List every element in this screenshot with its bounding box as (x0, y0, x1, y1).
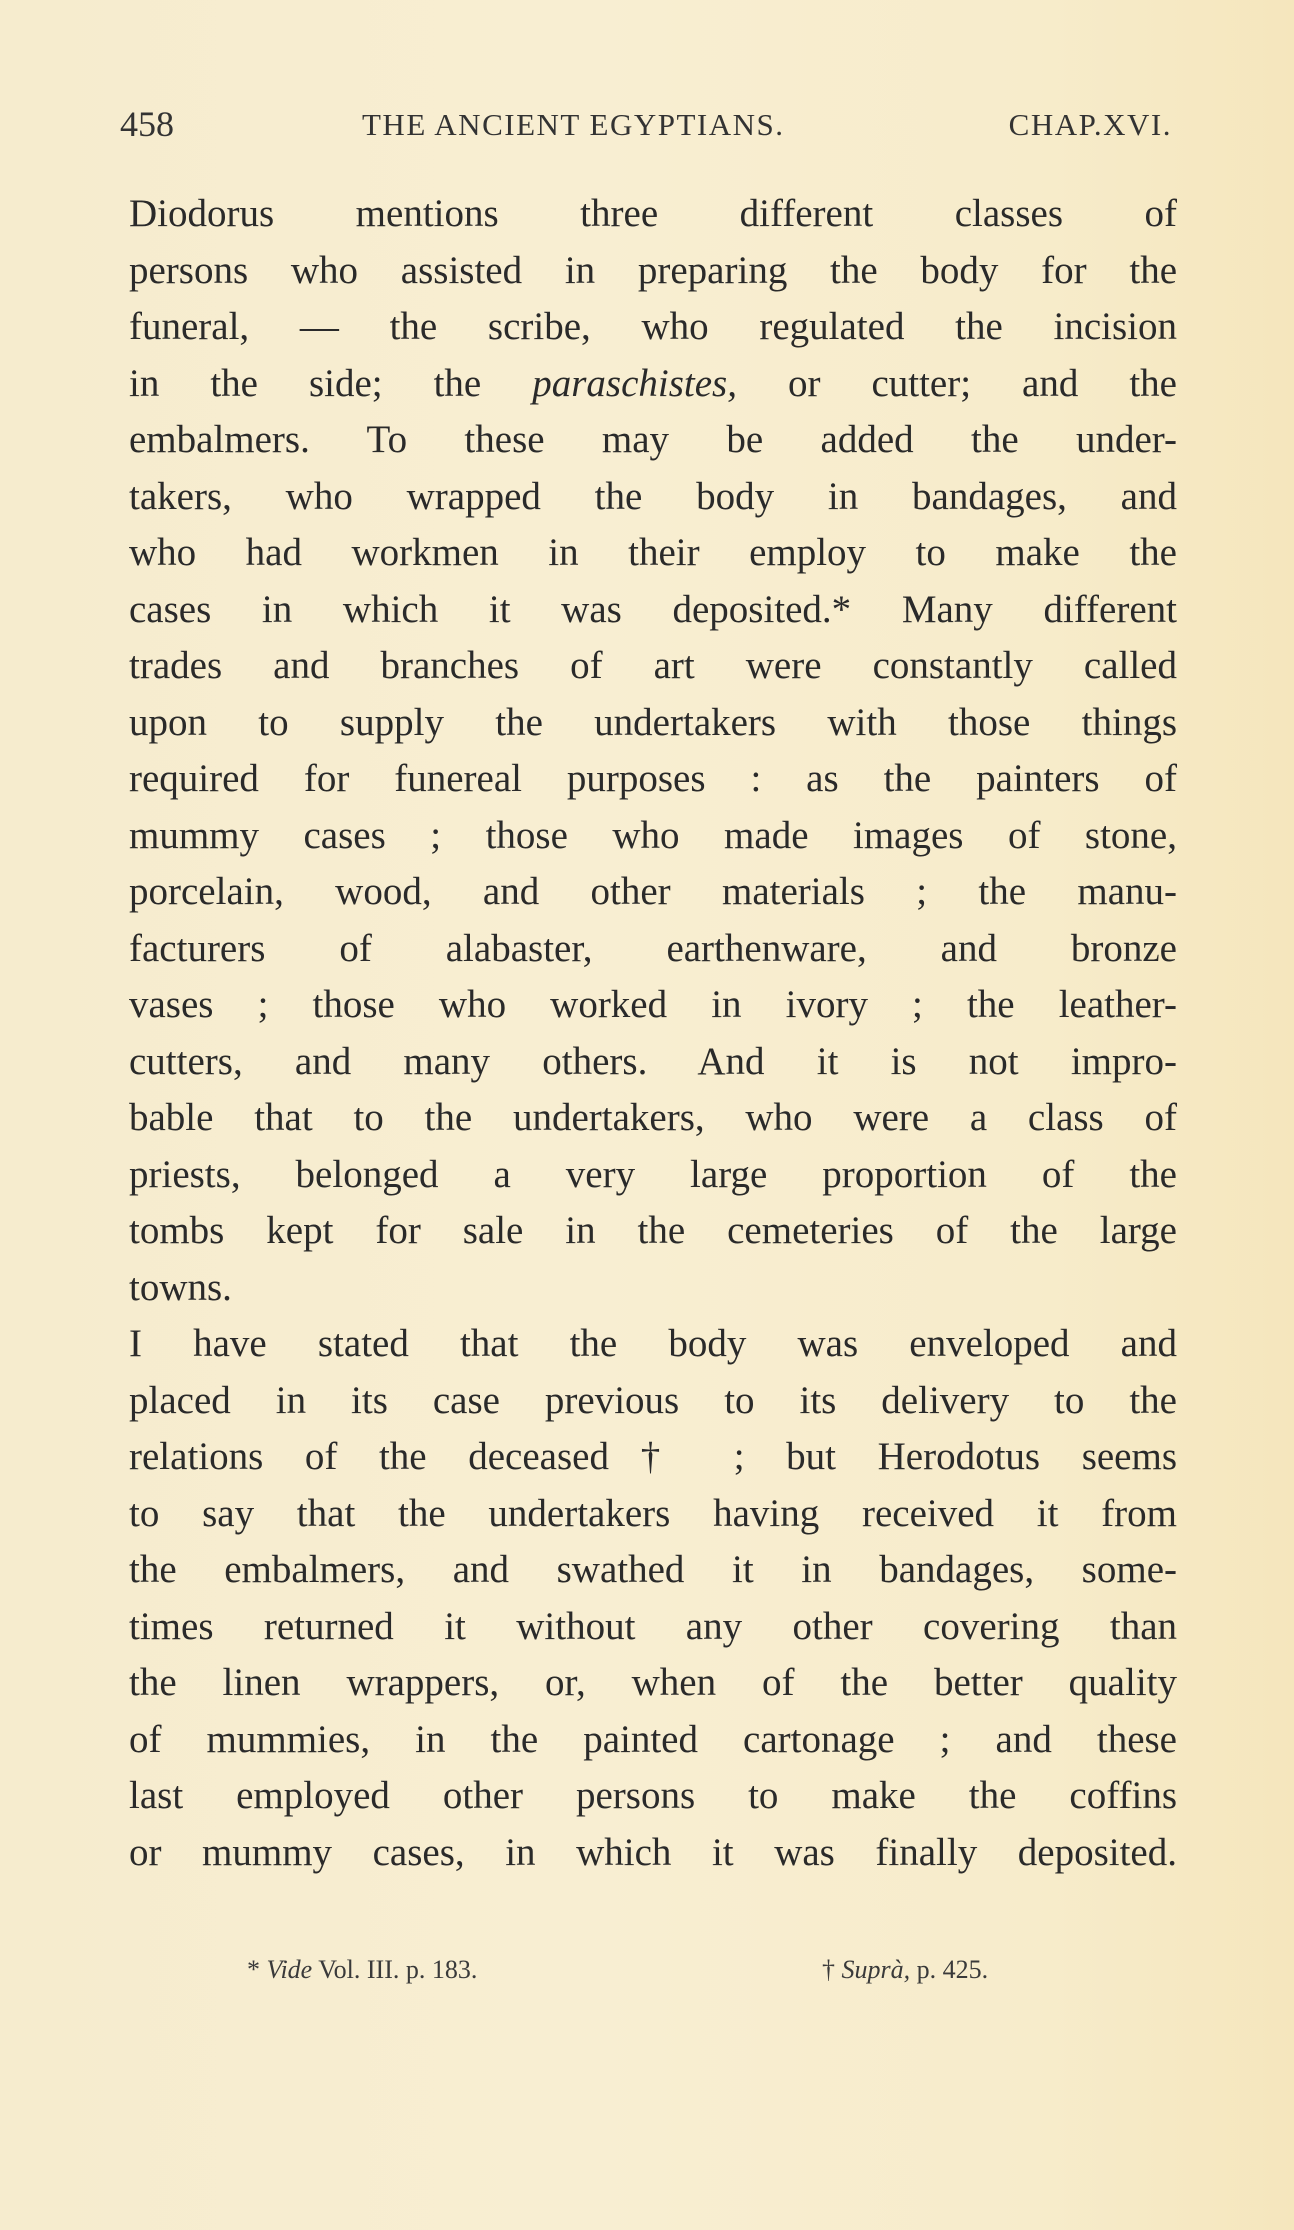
text-line: towns. (129, 1265, 232, 1309)
text-line: mummy cases ; those who made images of stone, (129, 813, 1177, 857)
running-header (120, 103, 1172, 143)
footnotes (247, 1955, 1127, 1995)
footnote-mark: † (822, 1955, 842, 1984)
text-line: vases ; those who worked in ivory ; the leather- (129, 983, 1177, 1026)
text-line: required for funereal purposes : as the painters of (129, 757, 1177, 800)
text-line: tombs kept for sale in the cemeteries of the large (129, 1209, 1177, 1252)
text-line (129, 356, 1177, 413)
text-line: placed in its case previous to its delivery to the (129, 1378, 1177, 1422)
text-line: persons who assisted in preparing the body for the (129, 248, 1177, 292)
footnote-text: Vol. III. p. 183. (312, 1955, 478, 1984)
footnote-mark: * (247, 1955, 267, 1984)
text-line: who had workmen in their employ to make the (129, 531, 1177, 574)
text-line: priests, belonged a very large proportion of the (129, 1152, 1177, 1196)
footnote-italic: Suprà, (841, 1955, 911, 1984)
text-line: times returned it without any other covering than (129, 1604, 1177, 1648)
text-line: of mummies, in the painted cartonage ; and these (129, 1717, 1177, 1761)
footnote-italic: Vide (266, 1955, 313, 1984)
footnote-text: p. 425. (910, 1955, 989, 1984)
footnote-1 (247, 1955, 477, 1985)
footnote-2 (822, 1955, 988, 1985)
text-segment: or cutter; and the (736, 361, 1177, 405)
text-line: to say that the undertakers having received it from (129, 1491, 1177, 1535)
text-line: cases in which it was deposited.* Many different (129, 587, 1177, 631)
text-line: trades and branches of art were constantly called (129, 644, 1177, 687)
text-line: embalmers. To these may be added the under- (129, 418, 1177, 461)
text-line: bable that to the undertakers, who were a class of (129, 1096, 1177, 1139)
italic-term: paraschistes, (532, 361, 737, 405)
running-title: THE ANCIENT EGYPTIANS. (362, 107, 785, 142)
text-line: porcelain, wood, and other materials ; the manu- (129, 870, 1177, 913)
body-text (129, 186, 1177, 1881)
text-line: the embalmers, and swathed it in bandages, some- (129, 1548, 1177, 1591)
text-line: I have stated that the body was enveloped and (129, 1322, 1177, 1365)
text-line: upon to supply the undertakers with those things (129, 700, 1177, 744)
text-line: Diodorus mentions three different classes of (129, 192, 1177, 235)
page-number: 458 (120, 104, 174, 144)
text-line: funeral, — the scribe, who regulated the incision (129, 305, 1177, 348)
text-segment: in the side; the (129, 361, 533, 405)
text-line: cutters, and many others. And it is not impro- (129, 1039, 1177, 1083)
text-line: or mummy cases, in which it was finally deposited. (129, 1830, 1177, 1874)
text-line: takers, who wrapped the body in bandages, and (129, 474, 1177, 518)
text-line: last employed other persons to make the coffins (129, 1774, 1177, 1817)
text-line: facturers of alabaster, earthenware, and bronze (129, 926, 1177, 970)
text-line: the linen wrappers, or, when of the better quality (129, 1661, 1177, 1704)
chapter-label: CHAP.XVI. (1008, 107, 1172, 142)
text-line: relations of the deceased† ; but Herodotus seems (129, 1435, 1177, 1478)
